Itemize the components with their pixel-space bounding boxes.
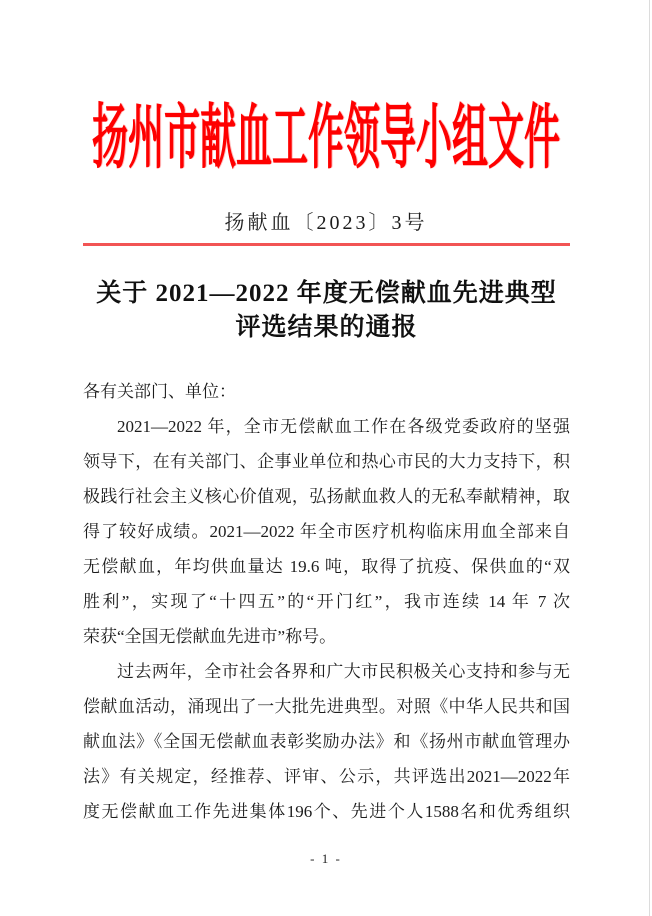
body-line: 荣获“全国无偿献血先进市”称号。 [83, 627, 337, 646]
body-line: 无偿献血，年均供血量达 19.6 吨，取得了抗疫、保供血的“双 [83, 557, 570, 576]
letterhead-banner [0, 101, 652, 175]
document-reference-number: 扬献血〔2023〕3号 [224, 212, 428, 234]
letterhead-title: 扬州市献血工作领导小组文件 [91, 99, 560, 177]
document-title [83, 277, 570, 345]
body-line: 胜利”，实现了“十四五”的“开门红”，我市连续 14 年 7 次 [83, 592, 570, 611]
body-line: 极践行社会主义核心价值观，弘扬献血救人的无私奉献精神，取 [83, 487, 570, 506]
body-line: 度无偿献血工作先进集体196个、先进个人1588名和优秀组织 [83, 802, 570, 821]
page-edge-line [649, 0, 650, 916]
red-divider-rule [83, 243, 570, 246]
body-line: 领导下，在有关部门、企事业单位和热心市民的大力支持下，积 [83, 452, 570, 471]
document-title-line-1: 关于 2021—2022 年度无偿献血先进典型 [96, 280, 557, 307]
body-line: 2021—2022 年，全市无偿献血工作在各级党委政府的坚强 [117, 417, 570, 436]
body-text [83, 374, 570, 829]
body-line-salutation: 各有关部门、单位： [83, 382, 236, 401]
body-line: 法》有关规定，经推荐、评审、公示，共评选出2021—2022年 [83, 767, 570, 786]
body-line: 献血法》《全国无偿献血表彰奖励办法》和《扬州市献血管理办 [83, 732, 570, 751]
page-number: - 1 - [310, 851, 342, 866]
body-line: 偿献血活动，涌现出了一大批先进典型。对照《中华人民共和国 [83, 697, 570, 716]
document-title-line-2: 评选结果的通报 [235, 314, 418, 341]
body-line: 过去两年，全市社会各界和广大市民积极关心支持和参与无 [117, 662, 570, 681]
body-line: 得了较好成绩。2021—2022 年全市医疗机构临床用血全部来自 [83, 522, 570, 541]
